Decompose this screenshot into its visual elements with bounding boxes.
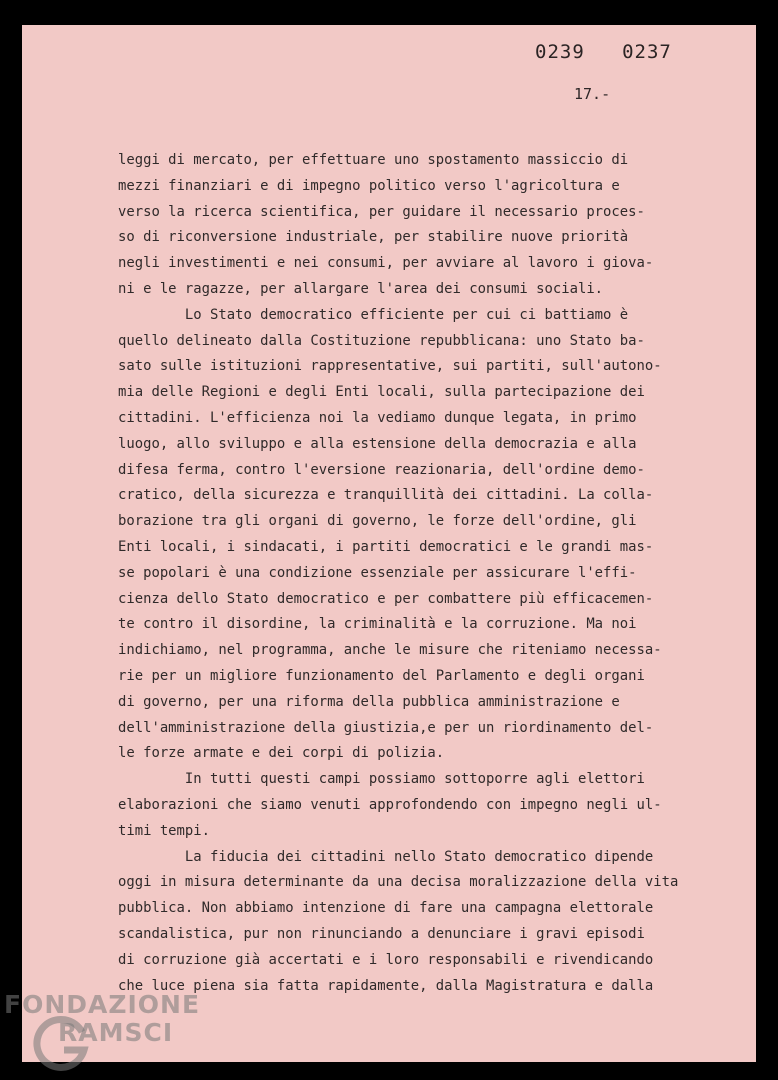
body-line: quello delineato dalla Costituzione repubblicana: uno Stato ba- [118,332,645,349]
body-line: negli investimenti e nei consumi, per avviare al lavoro i giova- [118,255,654,272]
fondazione-gramsci-watermark [4,990,214,1080]
page-number: 17.- [574,85,611,103]
body-line: cienza dello Stato democratico e per combattere più efficacemen- [118,590,654,607]
body-line: Lo Stato democratico efficiente per cui ci battiamo è [118,306,629,323]
body-line: cittadini. L'efficienza noi la vediamo dunque legata, in primo [118,409,637,426]
archive-number-1: 0239 [535,41,585,63]
body-line: cratico, della sicurezza e tranquillità dei cittadini. La colla- [118,487,654,504]
body-line: timi tempi. [118,822,210,839]
body-line: In tutti questi campi possiamo sottoporre agli elettori [118,771,645,788]
body-line: mezzi finanziari e di impegno politico verso l'agricoltura e [118,177,620,194]
body-line: pubblica. Non abbiamo intenzione di fare una campagna elettorale [118,900,654,917]
body-line: se popolari è una condizione essenziale per assicurare l'effi- [118,564,637,581]
document-page [22,25,756,1062]
archive-number-2: 0237 [622,41,672,63]
body-line: rie per un migliore funzionamento del Parlamento e degli organi [118,667,645,684]
body-line: difesa ferma, contro l'eversione reazionaria, dell'ordine demo- [118,461,645,478]
archive-number-stamp [535,41,672,63]
body-line: luogo, allo sviluppo e alla estensione della democrazia e alla [118,435,637,452]
body-line: di governo, per una riforma della pubblica amministrazione e [118,693,620,710]
body-line: te contro il disordine, la criminalità e la corruzione. Ma noi [118,616,637,633]
body-line: mia delle Regioni e degli Enti locali, sulla partecipazione dei [118,384,645,401]
body-line: che luce piena sia fatta rapidamente, dalla Magistratura e dalla [118,977,654,994]
body-line: elaborazioni che siamo venuti approfondendo con impegno negli ul- [118,796,662,813]
body-line: scandalistica, pur non rinunciando a denunciare i gravi episodi [118,925,645,942]
body-line: di corruzione già accertati e i loro responsabili e rivendicando [118,951,654,968]
body-line: oggi in misura determinante da una decisa moralizzazione della vita [118,874,679,891]
watermark-line-2: RAMSCI [58,1018,174,1047]
body-line: borazione tra gli organi di governo, le forze dell'ordine, gli [118,513,637,530]
body-line: leggi di mercato, per effettuare uno spostamento massiccio di [118,152,629,168]
watermark-line-1: FONDAZIONE [4,990,201,1019]
body-line: sato sulle istituzioni rappresentative, sui partiti, sull'autono- [118,358,662,375]
body-line: so di riconversione industriale, per stabilire nuove priorità [118,229,629,246]
body-line: Enti locali, i sindacati, i partiti democratici e le grandi mas- [118,538,654,555]
typewritten-body [118,148,718,999]
body-line: verso la ricerca scientifica, per guidare il necessario proces- [118,203,645,220]
body-line: indichiamo, nel programma, anche le misure che riteniamo necessa- [118,642,662,659]
body-line: le forze armate e dei corpi di polizia. [118,745,445,762]
body-line: dell'amministrazione della giustizia,e per un riordinamento del- [118,719,654,736]
body-line: ni e le ragazze, per allargare l'area dei consumi sociali. [118,280,604,297]
body-line: La fiducia dei cittadini nello Stato democratico dipende [118,848,654,865]
